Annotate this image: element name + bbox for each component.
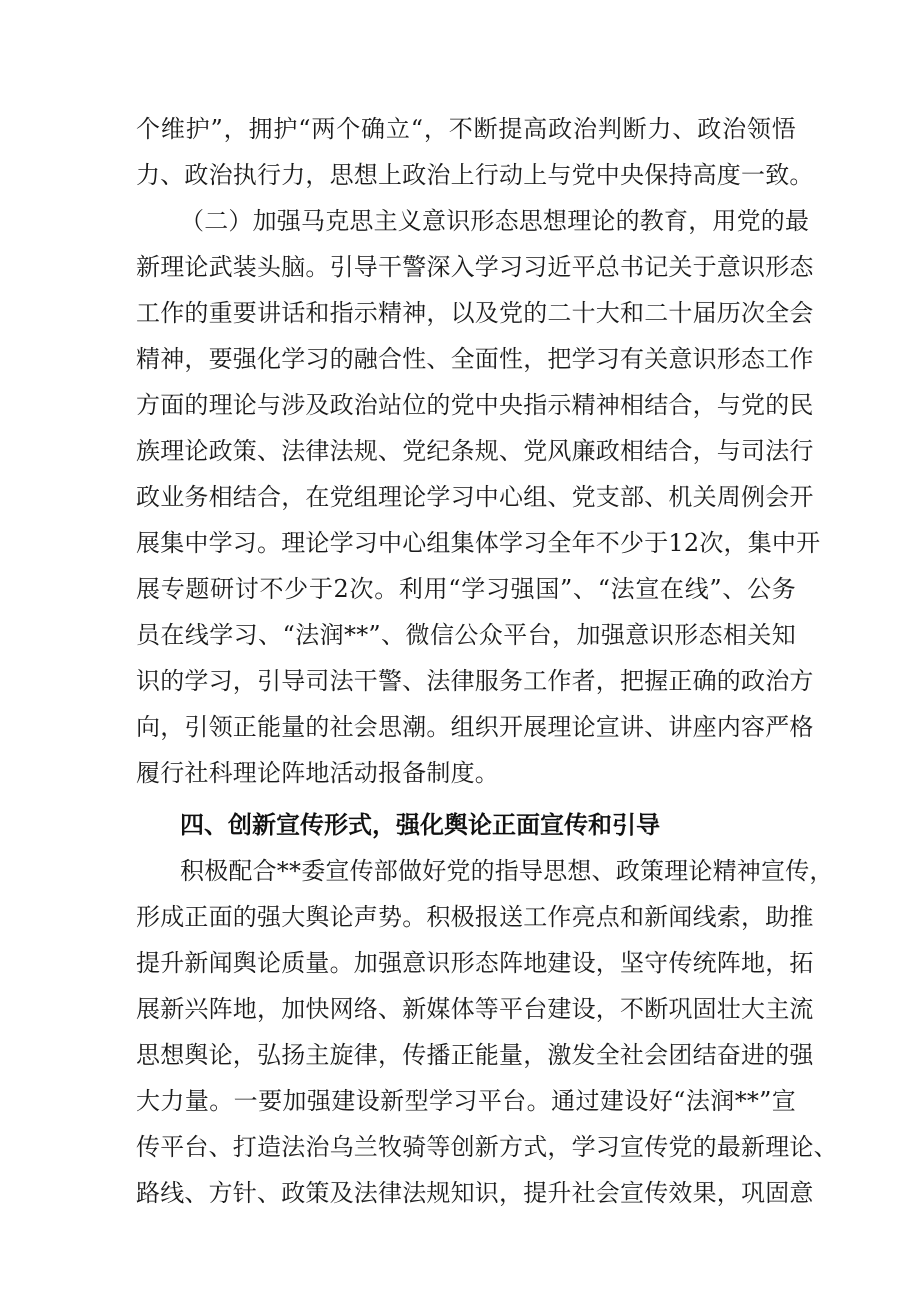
text-line: 精神，要强化学习的融合性、全面性，把学习有关意识形态工作 bbox=[136, 345, 814, 373]
text-line: （二）加强马克思主义意识形态思想理论的教育，用党的最 bbox=[180, 207, 810, 235]
paragraph-2 bbox=[136, 198, 821, 796]
text-line: 新理论武装头脑。引导干警深入学习习近平总书记关于意识形态 bbox=[136, 253, 814, 281]
document-body bbox=[136, 106, 838, 1216]
text-line: 传平台、打造法治乌兰牧骑等创新方式，学习宣传党的最新理论、 bbox=[136, 1133, 838, 1161]
text-line: 方面的理论与涉及政治站位的党中央指示精神相结合，与党的民 bbox=[136, 391, 814, 419]
text-line: 履行社科理论阵地活动报备制度。 bbox=[136, 759, 499, 787]
text-line: 工作的重要讲话和指示精神，以及党的二十大和二十届历次全会 bbox=[136, 299, 814, 327]
text-line: 展专题研讨不少于2次。利用“学习强国”、“法宣在线”、公务 bbox=[136, 575, 796, 603]
paragraph-3 bbox=[136, 848, 838, 1216]
paragraph-1 bbox=[136, 106, 814, 198]
text-line: 提升新闻舆论质量。加强意识形态阵地建设，坚守传统阵地，拓 bbox=[136, 949, 814, 977]
text-line: 个维护”，拥护“两个确立“，不断提高政治判断力、政治领悟 bbox=[136, 115, 796, 143]
text-line: 员在线学习、“法润**”、微信公众平台，加强意识形态相关知 bbox=[136, 621, 796, 649]
text-line: 政业务相结合，在党组理论学习中心组、党支部、机关周例会开 bbox=[136, 483, 814, 511]
text-line: 展新兴阵地，加快网络、新媒体等平台建设，不断巩固壮大主流 bbox=[136, 995, 814, 1023]
section-heading: 四、创新宣传形式，强化舆论正面宣传和引导 bbox=[180, 811, 660, 839]
text-line: 思想舆论，弘扬主旋律，传播正能量，激发全社会团结奋进的强 bbox=[136, 1041, 814, 1069]
text-line: 力、政治执行力，思想上政治上行动上与党中央保持高度一致。 bbox=[136, 161, 814, 189]
text-line: 展集中学习。理论学习中心组集体学习全年不少于12次，集中开 bbox=[136, 529, 821, 557]
text-line: 形成正面的强大舆论声势。积极报送工作亮点和新闻线索，助推 bbox=[136, 903, 814, 931]
text-line: 族理论政策、法律法规、党纪条规、党风廉政相结合，与司法行 bbox=[136, 437, 814, 465]
text-line: 向，引领正能量的社会思潮。组织开展理论宣讲、讲座内容严格 bbox=[136, 713, 814, 741]
text-line: 路线、方针、政策及法律法规知识，提升社会宣传效果，巩固意 bbox=[136, 1179, 814, 1207]
text-line: 积极配合**委宣传部做好党的指导思想、政策理论精神宣传， bbox=[180, 857, 834, 885]
text-line: 大力量。一要加强建设新型学习平台。通过建设好“法润**”宣 bbox=[136, 1087, 796, 1115]
text-line: 识的学习，引导司法干警、法律服务工作者，把握正确的政治方 bbox=[136, 667, 814, 695]
